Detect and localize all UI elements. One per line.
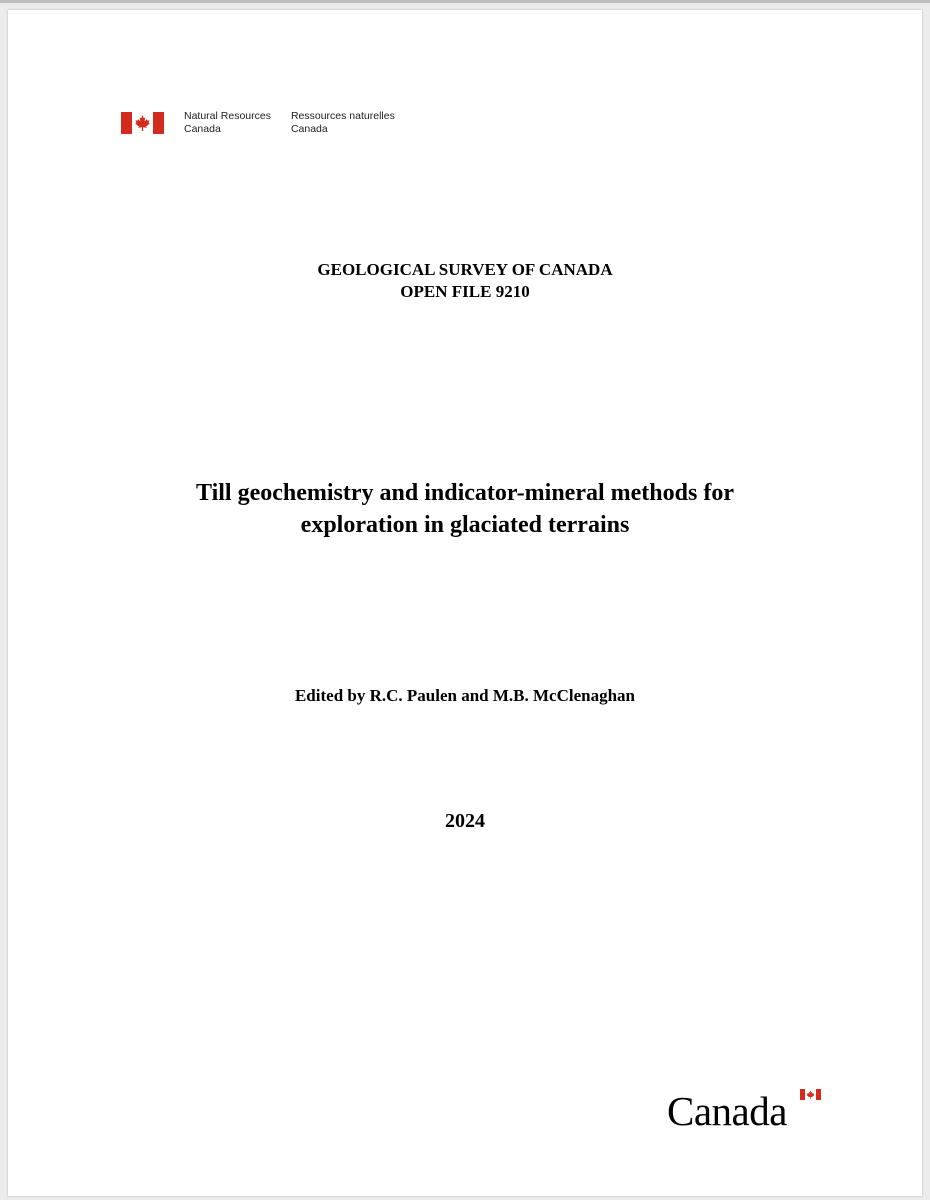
organization-name: GEOLOGICAL SURVEY OF CANADA <box>317 260 613 279</box>
canada-wordmark <box>667 1086 827 1136</box>
open-file-number: OPEN FILE 9210 <box>400 282 530 301</box>
signature-french-line2: Canada <box>290 123 328 135</box>
publication-year: 2024 <box>445 810 485 832</box>
federal-identifier <box>121 110 395 140</box>
signature-french-line1: Ressources naturelles <box>290 110 395 122</box>
editors-line: Edited by R.C. Paulen and M.B. McClenaghan <box>294 686 636 705</box>
canada-flag-icon <box>121 112 164 134</box>
top-border <box>0 0 930 3</box>
signature-english <box>184 110 271 136</box>
survey-header <box>8 259 922 303</box>
document-title <box>8 477 922 541</box>
title-line-2: exploration in glaciated terrains <box>300 512 630 538</box>
canada-wordmark-flag-icon <box>800 1089 821 1100</box>
title-line-1: Till geochemistry and indicator-mineral methods for <box>196 480 734 506</box>
document-page <box>8 10 922 1196</box>
signature-english-line2: Canada <box>184 123 221 135</box>
signature-french <box>291 110 395 136</box>
signature-english-line1: Natural Resources <box>184 110 271 122</box>
wordmark-text: Canada <box>667 1088 787 1134</box>
